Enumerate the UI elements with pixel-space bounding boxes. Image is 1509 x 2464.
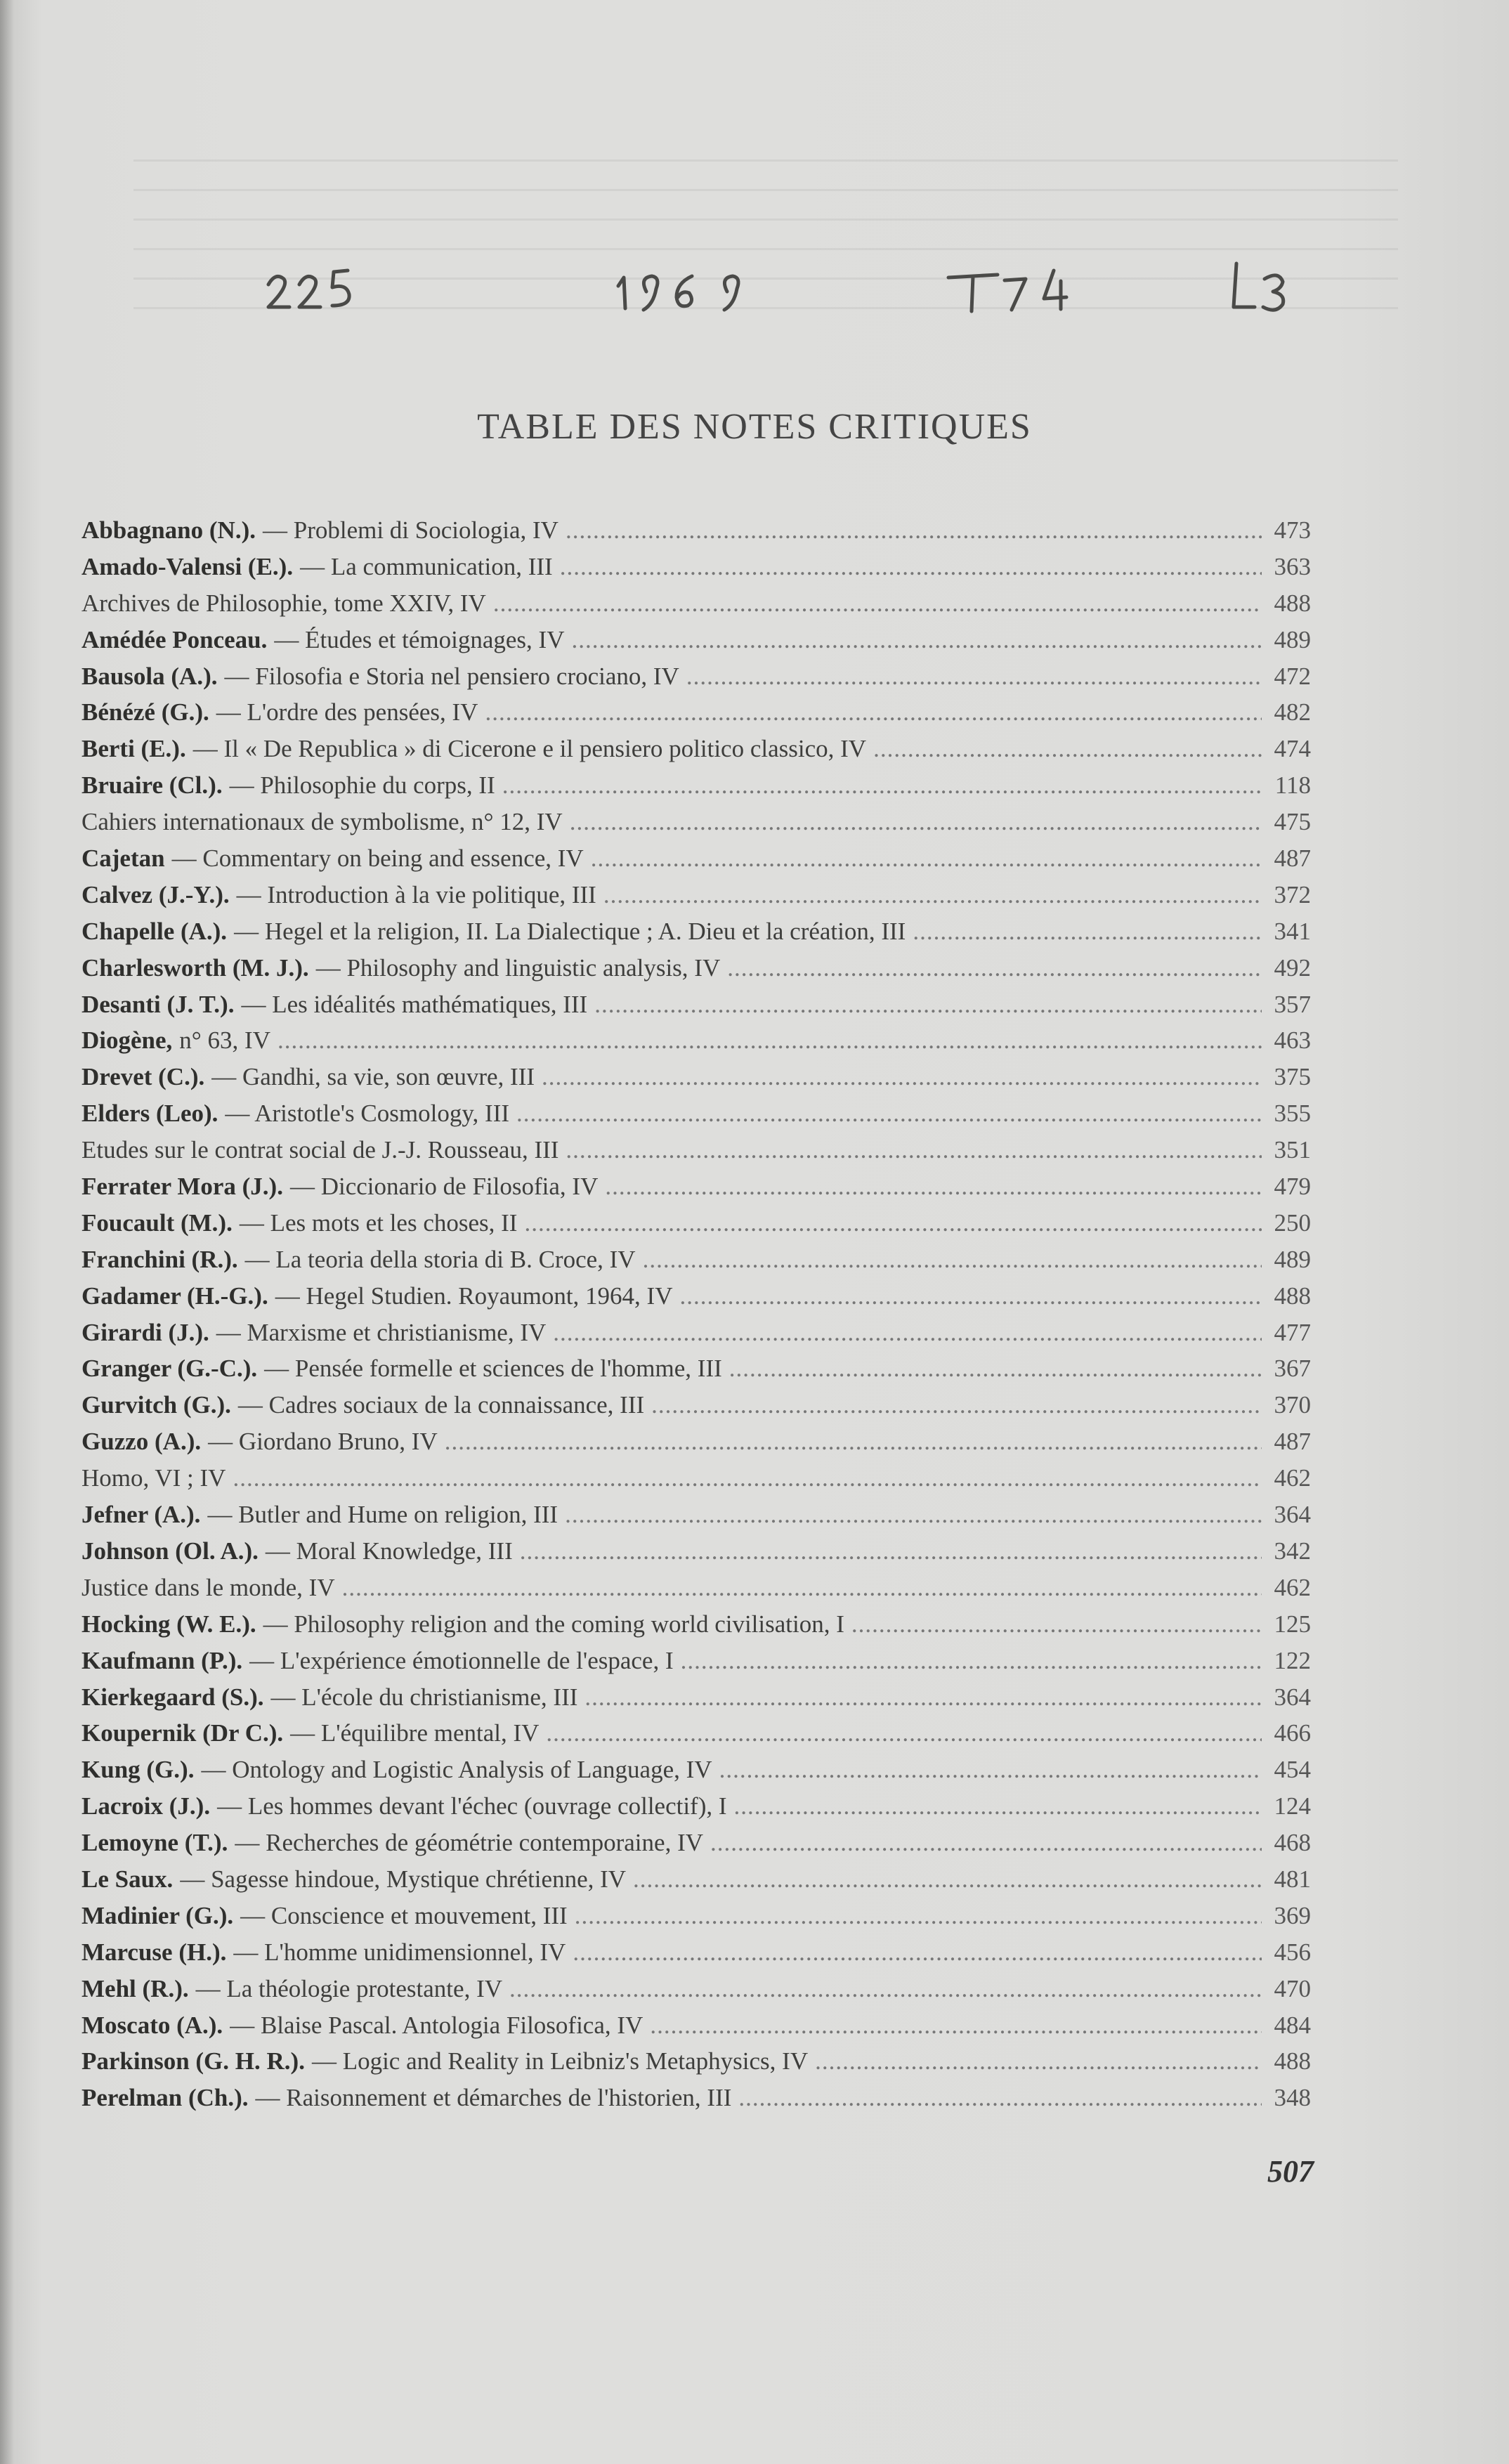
index-entry [81, 1647, 1311, 1683]
index-entry [81, 1756, 1311, 1792]
index-entry [81, 1719, 1311, 1756]
entry-work-title: — Recherches de géométrie contemporaine, IV [235, 1829, 704, 1857]
dot-leader [570, 808, 1262, 836]
index-entry [81, 516, 1311, 553]
index-entry [81, 954, 1311, 991]
index-entry [81, 845, 1311, 881]
dot-leader [485, 698, 1262, 726]
dot-leader [542, 1063, 1262, 1091]
dot-leader [566, 1136, 1262, 1164]
entry-work-title: — Les mots et les choses, II [239, 1208, 518, 1237]
index-entry [81, 991, 1311, 1027]
entry-author: Elders (Leo). [81, 1100, 218, 1128]
index-entry [81, 1391, 1311, 1428]
handwritten-call-number [0, 242, 1509, 348]
entry-work-title: — Commentary on being and essence, IV [171, 845, 584, 873]
entry-author: Drevet (C.). [81, 1063, 205, 1091]
entry-author: Lemoyne (T.). [81, 1829, 228, 1857]
entry-author: Lacroix (J.). [81, 1792, 211, 1820]
entry-work-title: — La communication, III [300, 552, 553, 580]
dot-leader [719, 1756, 1262, 1784]
dot-leader [277, 1026, 1262, 1055]
dot-leader [650, 2012, 1262, 2040]
index-entry [81, 663, 1311, 699]
dot-leader [342, 1574, 1262, 1602]
entry-author: Calvez (J.-Y.). [81, 880, 230, 908]
entry-work-title: — Blaise Pascal. Antologia Filosofica, IV [230, 2011, 644, 2039]
entry-author: Jefner (A.). [81, 1501, 201, 1529]
entry-page-number: 487 [1274, 1428, 1311, 1456]
entry-work-title: — Aristotle's Cosmology, III [225, 1100, 510, 1128]
entry-page-number: 369 [1274, 1901, 1311, 1929]
index-entry [81, 2084, 1311, 2120]
entry-page-number: 466 [1274, 1719, 1311, 1747]
entry-page-number: 124 [1274, 1792, 1311, 1820]
entry-work-title: — Conscience et mouvement, III [240, 1901, 568, 1929]
index-entry [81, 1865, 1311, 1902]
entry-page-number: 375 [1274, 1063, 1311, 1091]
index-entry [81, 1428, 1311, 1464]
dot-leader [681, 1647, 1262, 1675]
entry-work-title: — Études et témoignages, IV [274, 625, 565, 653]
entry-page-number: 462 [1274, 1464, 1311, 1492]
dot-leader [572, 626, 1262, 654]
dot-leader [594, 991, 1262, 1019]
entry-page-number: 341 [1274, 917, 1311, 945]
entry-author: Diogène, [81, 1026, 173, 1055]
entry-page-number: 454 [1274, 1756, 1311, 1784]
dot-leader [509, 1975, 1262, 2003]
dot-leader [233, 1464, 1262, 1492]
entry-author: Granger (G.-C.). [81, 1355, 258, 1383]
entry-author: Abbagnano (N.). [81, 516, 256, 544]
entry-author: Madinier (G.). [81, 1901, 234, 1929]
entry-author: Kung (G.). [81, 1756, 195, 1784]
index-entry [81, 1501, 1311, 1537]
page-title: TABLE DES NOTES CRITIQUES [477, 407, 1032, 447]
entry-work-title: — Filosofia e Storia nel pensiero crociano, IV [224, 662, 679, 690]
entry-author: Bruaire (Cl.). [81, 771, 223, 800]
entry-page-number: 492 [1274, 953, 1311, 982]
dot-leader [546, 1719, 1262, 1747]
entry-author: Berti (E.). [81, 735, 186, 763]
entry-work-title: — Butler and Hume on religion, III [207, 1501, 558, 1529]
dot-leader [727, 954, 1262, 982]
entry-author: Mehl (R.). [81, 1974, 189, 2002]
entry-author: Bénézé (G.). [81, 698, 209, 726]
dot-leader [729, 1355, 1262, 1383]
dot-leader [553, 1319, 1262, 1347]
dot-leader [573, 1938, 1262, 1967]
entry-work-title: — Philosophie du corps, II [229, 771, 495, 800]
entry-author: Bausola (A.). [81, 662, 218, 690]
entry-author: Hocking (W. E.). [81, 1610, 256, 1638]
entry-work-title: — La théologie protestante, IV [195, 1974, 502, 2002]
page-number: 507 [1267, 2154, 1314, 2189]
entry-work-title: — L'ordre des pensées, IV [216, 698, 478, 726]
entry-author: Chapelle (A.). [81, 917, 228, 945]
entry-author: Amédée Ponceau. [81, 625, 268, 653]
entry-author: Parkinson (G. H. R.). [81, 2047, 305, 2075]
index-entry [81, 881, 1311, 918]
index-entry [81, 771, 1311, 808]
entry-author: Kierkegaard (S.). [81, 1683, 264, 1711]
index-entry [81, 1100, 1311, 1136]
index-entry [81, 1902, 1311, 1938]
entry-page-number: 484 [1274, 2011, 1311, 2039]
entry-author: Desanti (J. T.). [81, 990, 235, 1018]
entry-page-number: 372 [1274, 880, 1311, 908]
dot-leader [524, 1209, 1262, 1237]
entry-page-number: 477 [1274, 1318, 1311, 1346]
dot-leader [643, 1246, 1262, 1274]
entry-work-title: — Hegel Studien. Royaumont, 1964, IV [275, 1282, 673, 1310]
entry-work-title: — Introduction à la vie politique, III [236, 880, 596, 908]
entry-page-number: 474 [1274, 735, 1311, 763]
dot-leader [873, 735, 1262, 763]
entry-page-number: 342 [1274, 1537, 1311, 1565]
index-entry [81, 1683, 1311, 1720]
entry-page-number: 355 [1274, 1100, 1311, 1128]
entry-page-number: 462 [1274, 1573, 1311, 1601]
entry-author: Johnson (Ol. A.). [81, 1537, 259, 1565]
entry-author: Girardi (J.). [81, 1318, 209, 1346]
entry-page-number: 125 [1274, 1610, 1311, 1638]
entry-page-number: 370 [1274, 1391, 1311, 1419]
entry-page-number: 479 [1274, 1173, 1311, 1201]
entry-page-number: 364 [1274, 1683, 1311, 1711]
entry-author: Marcuse (H.). [81, 1938, 227, 1966]
index-entry [81, 1063, 1311, 1100]
dot-leader [575, 1902, 1262, 1930]
entry-work-title: — Moral Knowledge, III [265, 1537, 513, 1565]
entry-author: Gadamer (H.-G.). [81, 1282, 268, 1310]
entry-author: Charlesworth (M. J.). [81, 953, 309, 982]
index-entry [81, 626, 1311, 663]
entry-work-title: — Philosophy and linguistic analysis, IV [315, 953, 721, 982]
dot-leader [566, 516, 1262, 545]
entry-page-number: 456 [1274, 1938, 1311, 1966]
entry-work-title: — Giordano Bruno, IV [208, 1428, 438, 1456]
entry-work-title: — La teoria della storia di B. Croce, IV [244, 1245, 636, 1273]
dot-leader [651, 1391, 1262, 1419]
entry-work-title: Cahiers internationaux de symbolisme, n° 12, IV [81, 808, 563, 836]
dot-leader [603, 881, 1262, 909]
index-entry [81, 1319, 1311, 1355]
entry-page-number: 470 [1274, 1974, 1311, 2002]
entry-work-title: — Les idéalités mathématiques, III [241, 990, 588, 1018]
index-entry [81, 1246, 1311, 1282]
entry-work-title: — Les hommes devant l'échec (ouvrage collectif), I [217, 1792, 727, 1820]
entry-work-title: — Il « De Republica » di Cicerone e il pensiero politico classico, IV [192, 735, 867, 763]
index-entry [81, 1026, 1311, 1063]
handwritten-marks [0, 242, 1509, 348]
entry-work-title: — Philosophy religion and the coming world civilisation, I [263, 1610, 844, 1638]
entry-author: Guzzo (A.). [81, 1428, 202, 1456]
index-entry [81, 1209, 1311, 1246]
entry-author: Koupernik (Dr C.). [81, 1719, 284, 1747]
index-entry [81, 1136, 1311, 1173]
index-entry [81, 698, 1311, 735]
index-entry [81, 1464, 1311, 1501]
entry-page-number: 488 [1274, 589, 1311, 617]
index-entry [81, 918, 1311, 954]
entry-work-title: — Marxisme et christianisme, IV [216, 1318, 547, 1346]
notes-index-list [81, 516, 1311, 2120]
index-entry [81, 553, 1311, 589]
entry-page-number: 348 [1274, 2084, 1311, 2112]
entry-page-number: 357 [1274, 990, 1311, 1018]
entry-author: Le Saux. [81, 1865, 174, 1893]
entry-page-number: 488 [1274, 1282, 1311, 1310]
entry-page-number: 367 [1274, 1355, 1311, 1383]
dot-leader [679, 1282, 1262, 1310]
index-entry [81, 1792, 1311, 1829]
entry-work-title: — Ontology and Logistic Analysis of Language, IV [201, 1756, 712, 1784]
entry-page-number: 250 [1274, 1208, 1311, 1237]
entry-page-number: 364 [1274, 1501, 1311, 1529]
entry-author: Ferrater Mora (J.). [81, 1173, 283, 1201]
entry-author: Franchini (R.). [81, 1245, 238, 1273]
entry-work-title: Justice dans le monde, IV [81, 1573, 335, 1601]
entry-author: Amado-Valensi (E.). [81, 552, 294, 580]
index-entry [81, 1173, 1311, 1209]
entry-page-number: 118 [1274, 771, 1311, 800]
entry-work-title: — Diccionario de Filosofia, IV [289, 1173, 599, 1201]
entry-page-number: 473 [1274, 516, 1311, 544]
dot-leader [560, 553, 1262, 581]
dot-leader [520, 1537, 1262, 1565]
entry-page-number: 122 [1274, 1646, 1311, 1674]
entry-page-number: 468 [1274, 1829, 1311, 1857]
entry-author: Perelman (Ch.). [81, 2084, 249, 2112]
entry-work-title: Archives de Philosophie, tome XXIV, IV [81, 589, 486, 617]
dot-leader [584, 1683, 1262, 1712]
index-entry [81, 1537, 1311, 1574]
entry-page-number: 472 [1274, 662, 1311, 690]
entry-page-number: 489 [1274, 1245, 1311, 1273]
index-entry [81, 1282, 1311, 1319]
dot-leader [738, 2084, 1262, 2112]
dot-leader [633, 1865, 1262, 1893]
entry-work-title: — Sagesse hindoue, Mystique chrétienne, IV [180, 1865, 627, 1893]
entry-work-title: — Pensée formelle et sciences de l'homme, III [264, 1355, 722, 1383]
index-entry [81, 735, 1311, 771]
dot-leader [445, 1428, 1262, 1456]
index-entry [81, 589, 1311, 626]
entry-author: Kaufmann (P.). [81, 1646, 243, 1674]
dot-leader [913, 918, 1262, 946]
entry-work-title: Homo, VI ; IV [81, 1464, 226, 1492]
entry-author: Foucault (M.). [81, 1208, 233, 1237]
index-entry [81, 1574, 1311, 1610]
dot-leader [493, 589, 1262, 618]
dot-leader [565, 1501, 1262, 1529]
entry-work-title: — Logic and Reality in Leibniz's Metaphysics, IV [311, 2047, 809, 2075]
entry-page-number: 487 [1274, 845, 1311, 873]
entry-work-title: Etudes sur le contrat social de J.-J. Rousseau, III [81, 1136, 559, 1164]
dot-leader [734, 1792, 1262, 1820]
entry-author: Gurvitch (G.). [81, 1391, 231, 1419]
index-entry [81, 1938, 1311, 1975]
entry-work-title: n° 63, IV [179, 1026, 270, 1055]
dot-leader [815, 2047, 1262, 2075]
dot-leader [851, 1610, 1262, 1638]
entry-author: Moscato (A.). [81, 2011, 223, 2039]
entry-page-number: 489 [1274, 625, 1311, 653]
entry-page-number: 488 [1274, 2047, 1311, 2075]
entry-page-number: 482 [1274, 698, 1311, 726]
index-entry [81, 808, 1311, 845]
entry-page-number: 475 [1274, 808, 1311, 836]
index-entry [81, 1610, 1311, 1647]
dot-leader [710, 1829, 1262, 1857]
entry-work-title: — L'équilibre mental, IV [290, 1719, 540, 1747]
entry-work-title: — Gandhi, sa vie, son œuvre, III [211, 1063, 535, 1091]
index-entry [81, 2012, 1311, 2048]
entry-page-number: 351 [1274, 1136, 1311, 1164]
dot-leader [591, 845, 1262, 873]
dot-leader [605, 1173, 1262, 1201]
entry-work-title: — Problemi di Sociologia, IV [262, 516, 558, 544]
entry-work-title: — Cadres sociaux de la connaissance, III [237, 1391, 645, 1419]
entry-page-number: 363 [1274, 552, 1311, 580]
dot-leader [502, 771, 1262, 800]
index-entry [81, 1975, 1311, 2012]
entry-work-title: — L'homme unidimensionnel, IV [233, 1938, 566, 1966]
entry-work-title: — Raisonnement et démarches de l'historien, III [255, 2084, 732, 2112]
entry-page-number: 481 [1274, 1865, 1311, 1893]
index-entry [81, 1829, 1311, 1865]
entry-work-title: — Hegel et la religion, II. La Dialectique ; A. Dieu et la création, III [234, 917, 906, 945]
entry-author: Cajetan [81, 845, 165, 873]
index-entry [81, 1355, 1311, 1391]
entry-work-title: — L'école du christianisme, III [270, 1683, 578, 1711]
entry-page-number: 463 [1274, 1026, 1311, 1055]
index-entry [81, 2047, 1311, 2084]
entry-work-title: — L'expérience émotionnelle de l'espace, I [249, 1646, 674, 1674]
dot-leader [686, 663, 1262, 691]
dot-leader [516, 1100, 1262, 1128]
